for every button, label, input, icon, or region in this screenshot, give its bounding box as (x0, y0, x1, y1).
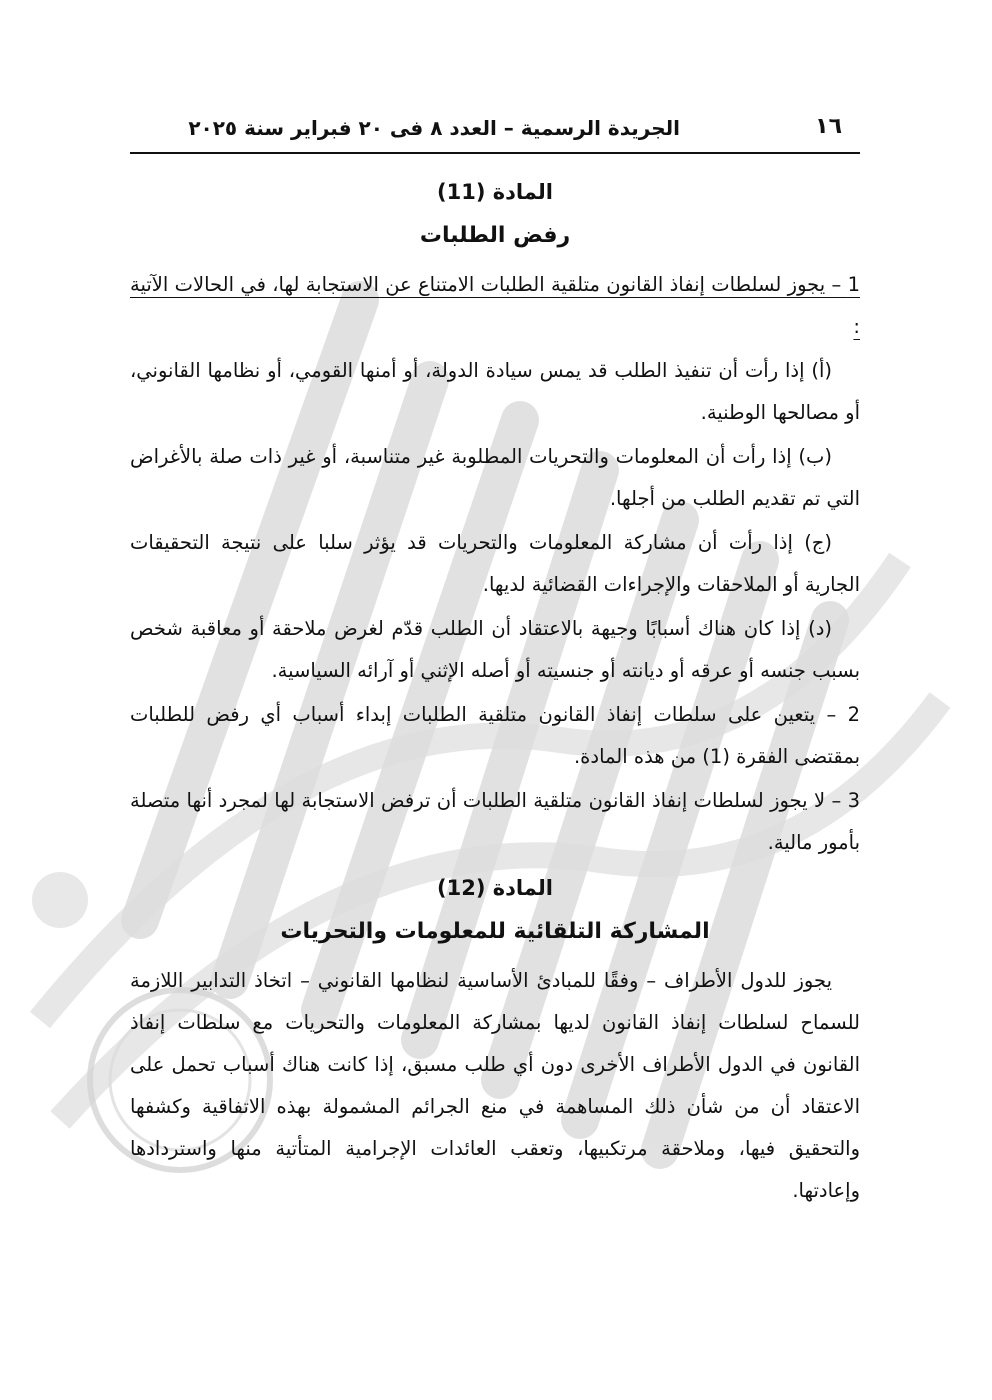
article-11-item-a: (أ) إذا رأت أن تنفيذ الطلب قد يمس سيادة الدولة، أو أمنها القومي، أو نظامها القانوني، أو مصالحها الوطنية. (130, 359, 860, 424)
article-11-title: رفض الطلبات (419, 223, 571, 248)
article-11-item-b: (ب) إذا رأت أن المعلومات والتحريات المطلوبة غير متناسبة، أو غير ذات صلة بالأغراض التي تم تقديم الطلب من أجلها. (130, 445, 860, 510)
article-11-paragraph-3: 3 – لا يجوز لسلطات إنفاذ القانون متلقية الطلبات أن ترفض الاستجابة لها لمجرد أنها متصلة بأمور مالية. (130, 789, 860, 854)
page-header (130, 112, 860, 154)
article-11-paragraph-2: 2 – يتعين على سلطات إنفاذ القانون متلقية الطلبات إبداء أسباب أي رفض للطلبات بمقتضى الفقرة (1) من هذه المادة. (130, 703, 860, 768)
article-12-title: المشاركة التلقائية للمعلومات والتحريات (280, 919, 710, 944)
article-11-paragraph-1: 1 – يجوز لسلطات إنفاذ القانون متلقية الطلبات الامتناع عن الاستجابة لها، في الحالات الآتية : (130, 273, 860, 338)
document-body (130, 170, 860, 1214)
article-11-item-d: (د) إذا كان هناك أسبابًا وجيهة بالاعتقاد أن الطلب قدّم لغرض ملاحقة أو معاقبة شخص بسبب جنسه أو عرقه أو ديانته أو جنسيته أو أصله الإثني أو آرائه السياسية. (130, 617, 860, 682)
page-number: ١٦ (815, 114, 842, 139)
article-11-number: المادة (11) (437, 180, 553, 204)
article-12-body: يجوز للدول الأطراف – وفقًا للمبادئ الأساسية لنظامها القانوني – اتخاذ التدابير اللازمة للسماح لسلطات إنفاذ القانون لديها بمشاركة المعلومات والتحريات مع سلطات إنفاذ القانون في الدول الأطراف الأخرى دون أي طلب مسبق، إذا كانت هناك أسباب تحمل على الاعتقاد أن من شأن ذلك المساهمة في منع الجرائم المشمولة بهذه الاتفاقية وكشفها والتحقيق فيها، وملاحقة مرتكبيها، وتعقب العائدات الإجرامية المتأتية منها واستردادها وإعادتها. (130, 969, 860, 1202)
article-12-number: المادة (12) (437, 876, 553, 900)
article-11-item-c: (ج) إذا رأت أن مشاركة المعلومات والتحريات قد يؤثر سلبا على نتيجة التحقيقات الجارية أو الملاحقات والإجراءات القضائية لديها. (130, 531, 860, 596)
gazette-title: الجريدة الرسمية – العدد ٨ فى ٢٠ فبراير سنة ٢٠٢٥ (188, 116, 680, 140)
